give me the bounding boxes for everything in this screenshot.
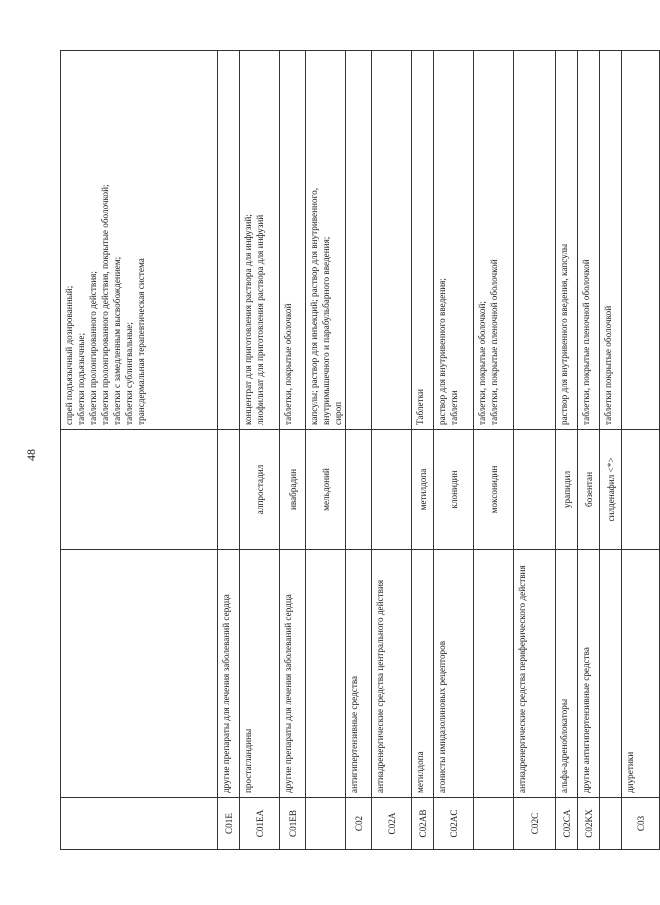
drug-name-cell: бозентан [578,429,599,549]
atc-group-name-cell: другие антигипертензивные средства [578,549,599,797]
table-row [218,50,240,850]
dosage-form-line: трансдермальная терапевтическая система [136,258,146,425]
atc-code-cell: C01EA [240,797,279,849]
atc-group-name-cell: диуретики [622,549,659,797]
table-row [240,50,280,850]
dosage-form-line: таблетки, покрытые пленочной оболочкой [489,259,499,425]
dosage-forms-cell [434,49,473,429]
table-row [514,50,556,850]
dosage-form-line: таблетки, покрытые оболочкой [283,303,293,425]
atc-code-cell: C03 [622,797,659,849]
dosage-forms-cell [514,49,555,429]
dosage-forms-cell [280,49,305,429]
drug-name-cell: клонидин [434,429,473,549]
dosage-form-line: таблетки подъязычные; [76,332,86,425]
dosage-forms-cell [240,49,279,429]
atc-code-cell: C02AC [434,797,473,849]
dosage-form-line: капсулы; раствор для инъекций; раствор для внутривенного, [309,188,319,425]
drug-name-cell: алпростадил [240,429,279,549]
table-row [306,50,346,850]
dosage-forms-cell [556,49,577,429]
dosage-forms-cell [218,49,239,429]
atc-group-name-cell [306,549,345,797]
dosage-form-line: таблетки с замедленным высвобождением; [112,256,122,425]
atc-code-cell [474,797,513,849]
dosage-form-line: таблетки покрытые оболочкой [603,305,613,425]
dosage-form-line: внутримышечного и парабульбарного введения; [321,236,331,425]
dosage-form-line: таблетки [449,390,459,425]
dosage-form-line: сироп [333,401,343,425]
drug-name-cell [622,429,659,549]
atc-group-name-cell [474,549,513,797]
dosage-form-line: лиофилизат для приготовления раствора для инфузий [255,214,265,425]
drug-name-cell [514,429,555,549]
atc-code-cell: C02KX [578,797,599,849]
table-row [434,50,474,850]
atc-group-name-cell: другие препараты для лечения заболеваний сердца [218,549,239,797]
dosage-form-line: раствор для внутривенного введения; [437,278,447,425]
atc-group-name-cell: простагландины [240,549,279,797]
dosage-forms-cell [346,49,371,429]
atc-code-cell: C02C [514,797,555,849]
atc-code-cell: C02A [372,797,411,849]
atc-group-name-cell: антиадренергические средства периферического действия [514,549,555,797]
table-row [412,50,434,850]
drug-name-cell: метилдопа [412,429,433,549]
page-number: 48 [24,449,38,461]
dosage-forms-cell [61,49,217,429]
drug-name-cell [218,429,239,549]
atc-code-cell: C01EB [280,797,305,849]
drug-name-cell [61,429,217,549]
atc-code-cell: C02CA [556,797,577,849]
dosage-form-line: таблетки, покрытые оболочкой; [477,301,487,425]
dosage-form-line: таблетки пролонгированного действия, покрытые оболочкой; [100,184,110,425]
drug-table [60,50,646,850]
atc-code-cell [600,797,621,849]
dosage-forms-cell [306,49,345,429]
table-row [474,50,514,850]
table-row [372,50,412,850]
dosage-form-line: таблетки пролонгированного действия; [88,271,98,425]
atc-group-name-cell: антиадренергические средства центрального действия [372,549,411,797]
dosage-forms-cell [600,49,621,429]
dosage-form-line: таблетки, покрытые пленочной оболочкой [581,259,591,425]
dosage-forms-cell [622,49,659,429]
atc-group-name-cell: метилдопа [412,549,433,797]
table-row [600,50,622,850]
table-row [622,50,660,850]
atc-code-cell: C01E [218,797,239,849]
dosage-form-line: концентрат для приготовления раствора для инфузий; [243,214,253,425]
atc-group-name-cell: антигипертензивные средства [346,549,371,797]
atc-code-cell [61,797,217,849]
atc-code-cell: C02 [346,797,371,849]
dosage-forms-cell [474,49,513,429]
table-row [578,50,600,850]
atc-group-name-cell: альфа-адреноблокаторы [556,549,577,797]
rotated-table-area [60,50,646,850]
atc-code-cell: C02AB [412,797,433,849]
dosage-forms-cell [578,49,599,429]
atc-group-name-cell [600,549,621,797]
drug-name-cell: урапидил [556,429,577,549]
table-row [346,50,372,850]
atc-group-name-cell [61,549,217,797]
table-row [556,50,578,850]
table-row [280,50,306,850]
drug-name-cell: моксонидин [474,429,513,549]
atc-group-name-cell: агонисты имидазолиновых рецепторов [434,549,473,797]
dosage-forms-cell [412,49,433,429]
dosage-forms-cell [372,49,411,429]
dosage-form-line: раствор для внутривенного введения, капсулы [559,243,569,425]
atc-code-cell [306,797,345,849]
drug-name-cell: ивабрадин [280,429,305,549]
drug-name-cell [372,429,411,549]
drug-name-cell: силденафил <*> [600,429,621,549]
drug-name-cell: мельдоний [306,429,345,549]
drug-name-cell [346,429,371,549]
dosage-form-line: таблетки сублингвальные; [124,322,134,425]
table-row [60,50,218,850]
atc-group-name-cell: другие препараты для лечения заболеваний сердца [280,549,305,797]
dosage-form-line: спрей подъязычный дозированный; [64,285,74,425]
dosage-form-line: Таблетки [415,389,425,425]
